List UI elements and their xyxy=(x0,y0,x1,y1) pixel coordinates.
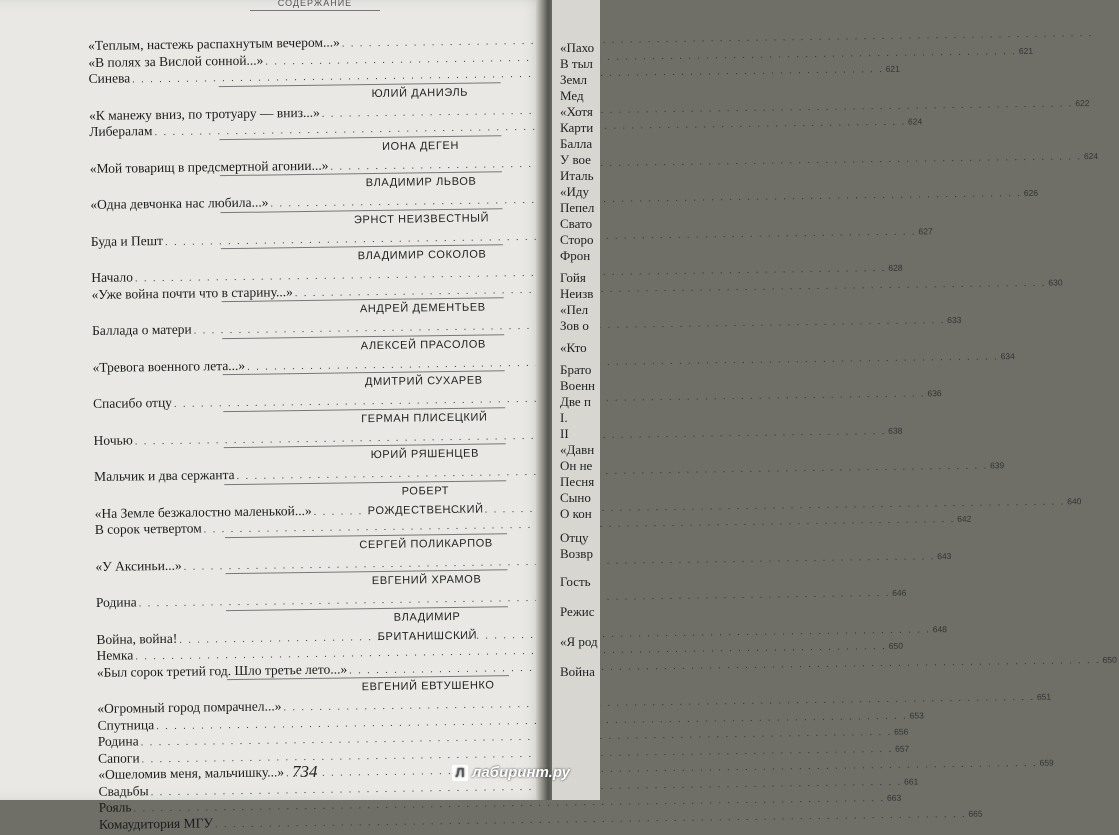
entry-title: «К манежу вниз, по тротуару — вниз...» xyxy=(88,104,320,123)
entry-title: Баллада о матери xyxy=(91,321,192,338)
entry-page-number: 627 xyxy=(918,225,933,236)
right-page-text-fragment: Возвр xyxy=(560,546,593,561)
right-page-text-fragment: Военн xyxy=(560,378,596,393)
right-page-text-fragment: «Кто xyxy=(560,340,587,355)
entry-title: «Огромный город помрачнел...» xyxy=(97,698,282,716)
watermark-logo xyxy=(452,764,570,781)
entry-title: «У Аксиньи...» xyxy=(95,557,182,574)
entry-title: Немка xyxy=(96,647,134,663)
entry-page-number: 624 xyxy=(907,116,923,127)
right-page-text-fragment: I. xyxy=(560,410,568,425)
entry-page-number: 642 xyxy=(957,513,972,524)
entry-page-number: 663 xyxy=(886,792,902,803)
right-page-text-fragment: Италь xyxy=(560,168,594,183)
right-page-text-fragment: В тыл xyxy=(560,56,593,71)
right-page-text-fragment: Он не xyxy=(560,458,593,473)
entry-title: Война, война! xyxy=(96,630,178,647)
author-heading: ИОНА ДЕГЕН xyxy=(219,135,501,159)
right-page-text-fragment: О кон xyxy=(560,506,592,521)
right-page-text-fragment: Две п xyxy=(560,394,591,409)
entry-title: Родина xyxy=(95,594,137,610)
author-heading: ЕВГЕНИЙ ЕВТУШЕНКО xyxy=(227,675,509,699)
entry-title: Синева xyxy=(88,70,131,86)
right-page-text-fragment: «Пел xyxy=(560,302,589,317)
right-page-text-fragment: «Пахо xyxy=(560,40,595,55)
entry-title: «Был сорок третий год. Шло третье лето...» xyxy=(96,660,348,680)
right-page-text-fragment: «Хотя xyxy=(560,104,593,119)
entry-title: «На Земле безжалостно маленькой...» xyxy=(94,502,312,521)
right-page-text-fragment: Свато xyxy=(560,216,593,231)
entry-page-number: 626 xyxy=(1023,187,1039,198)
entry-page-number: 621 xyxy=(1018,45,1034,56)
author-heading: ЮЛИЙ ДАНИЭЛЬ xyxy=(219,82,501,106)
right-page-text-fragment: «Давн xyxy=(560,442,595,457)
entry-page-number: 639 xyxy=(989,460,1005,471)
entry-title: Спутница xyxy=(97,716,155,733)
author-heading: СЕРГЕЙ ПОЛИКАРПОВ xyxy=(225,533,507,557)
entry-page-number: 634 xyxy=(1000,350,1015,361)
entry-title: В сорок четвертом xyxy=(94,520,202,537)
right-page-text-fragment: Режис xyxy=(560,604,595,619)
right-page-text-fragment: Отцу xyxy=(560,530,589,545)
right-book-page-edge xyxy=(552,0,600,800)
right-page-text-fragment: «Я род xyxy=(560,634,598,649)
right-page-text-fragment: Фрон xyxy=(560,248,591,263)
entry-page-number: 633 xyxy=(947,314,962,326)
right-page-text-fragment: У вое xyxy=(560,152,591,167)
author-heading: ВЛАДИМИР СОКОЛОВ xyxy=(221,244,503,268)
right-page-text-fragment: Мед xyxy=(560,88,584,103)
entry-page-number: 643 xyxy=(937,550,952,561)
watermark-text: лабиринт.ру xyxy=(472,764,570,781)
right-page-text-fragment: Неизв xyxy=(560,286,594,301)
entry-page-number: 656 xyxy=(894,726,909,737)
entry-page-number: 640 xyxy=(1067,495,1082,506)
entry-page-number: 628 xyxy=(888,262,903,273)
entry-page-number: 648 xyxy=(932,623,948,634)
entry-page-number: 651 xyxy=(1036,691,1052,702)
right-page-text-fragment: II xyxy=(560,426,569,441)
entry-page-number: 665 xyxy=(968,808,983,819)
right-page-text-fragment: Зов о xyxy=(560,318,589,333)
entry-title: «В полях за Вислой сонной...» xyxy=(88,52,264,70)
right-page-text-fragment: Сторо xyxy=(560,232,594,247)
entry-page-number: 624 xyxy=(1083,150,1099,161)
page-number: 734 xyxy=(292,762,318,781)
entry-title: Буда и Пешт xyxy=(90,232,164,249)
author-heading: ЮРИЙ РЯШЕНЦЕВ xyxy=(224,443,506,467)
author-heading: РОБЕРТ РОЖДЕСТВЕНСКИЙ xyxy=(224,480,506,504)
entry-title: Спасибо отцу xyxy=(92,394,173,411)
entry-title: «Тревога военного лета...» xyxy=(92,357,246,375)
entry-title: Свадьбы xyxy=(98,782,149,799)
right-page-text-fragment: Война xyxy=(560,664,595,679)
entry-page-number: 621 xyxy=(885,63,900,74)
right-page-text-fragment: Пепел xyxy=(560,200,595,215)
entry-page-number: 646 xyxy=(892,587,907,598)
right-page-text-fragment: Гойя xyxy=(560,270,586,285)
entry-title: «Ошеломив меня, мальчишку...» xyxy=(98,764,285,782)
entry-page-number: 659 xyxy=(1039,757,1054,768)
author-heading: ВЛАДИМИР ЛЬВОВ xyxy=(220,171,502,195)
entry-title: Мальчик и два сержанта xyxy=(94,466,235,484)
right-page-text-fragment: «Иду xyxy=(560,184,590,199)
right-page-text-fragment: Карти xyxy=(560,120,594,135)
entry-title: Либералам xyxy=(89,123,153,139)
entry-title: Рояль xyxy=(98,799,132,815)
entry-title: «Уже война почти что в старину...» xyxy=(91,283,293,302)
entry-title: Комаудитория МГУ xyxy=(98,814,214,832)
right-page-text-fragment: Гость xyxy=(560,574,591,589)
entry-page-number: 622 xyxy=(1075,97,1090,108)
entry-page-number: 661 xyxy=(904,775,919,787)
author-heading: АНДРЕЙ ДЕМЕНТЬЕВ xyxy=(222,297,504,321)
right-page-text-fragment: Брато xyxy=(560,362,592,377)
running-header: СОДЕРЖАНИЕ xyxy=(250,0,380,11)
entry-title: «Одна девчонка нас любила...» xyxy=(90,194,269,212)
author-heading: ЕВГЕНИЙ ХРАМОВ xyxy=(225,569,507,593)
entry-title: Сапоги xyxy=(97,749,140,766)
right-page-text-fragment: Песня xyxy=(560,474,595,489)
author-heading: АЛЕКСЕЙ ПРАСОЛОВ xyxy=(222,334,504,358)
labirint-logo-icon: Л xyxy=(452,765,468,781)
entry-page-number: 657 xyxy=(894,743,910,754)
entry-page-number: 653 xyxy=(909,709,924,721)
author-heading: ЭРНСТ НЕИЗВЕСТНЫЙ xyxy=(220,208,502,232)
entry-title: Ночью xyxy=(93,431,133,448)
right-page-text-fragment: Сыно xyxy=(560,490,591,505)
author-heading: ВЛАДИМИР БРИТАНИШСКИЙ xyxy=(226,606,508,630)
right-page-text-fragment: Балла xyxy=(560,136,593,151)
entry-title: «Теплым, настежь распахнутым вечером...» xyxy=(88,34,340,53)
entry-page-number: 650 xyxy=(888,640,903,651)
author-heading: ГЕРМАН ПЛИСЕЦКИЙ xyxy=(223,407,505,431)
author-heading: ДМИТРИЙ СУХАРЕВ xyxy=(223,370,505,394)
entry-page-number: 650 xyxy=(1102,654,1117,665)
entry-page-number: 636 xyxy=(927,388,942,399)
entry-page-number: 638 xyxy=(888,425,903,436)
entry-title: Родина xyxy=(97,733,139,749)
right-page-text-fragment: Земл xyxy=(560,72,587,87)
entry-title: Начало xyxy=(91,269,134,285)
entry-page-number: 630 xyxy=(1048,276,1063,288)
entry-title: «Мой товарищ в предсмертной агонии...» xyxy=(89,157,329,176)
